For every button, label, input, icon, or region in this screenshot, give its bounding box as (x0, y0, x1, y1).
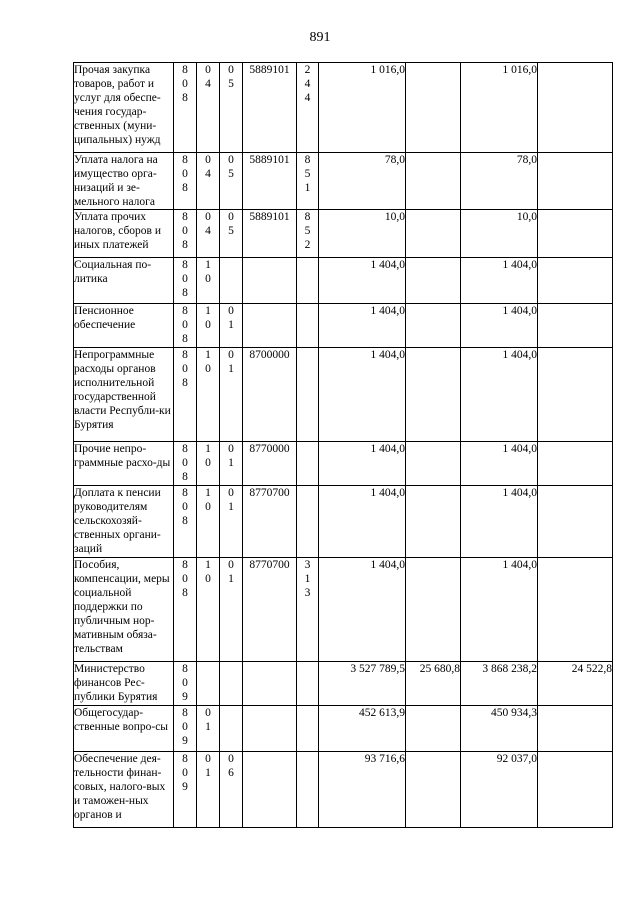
ved-code (174, 752, 197, 828)
pr-code (220, 153, 243, 210)
table-row (74, 63, 613, 153)
vr-code (297, 153, 319, 210)
sum-3: 92 037,0 (461, 752, 538, 828)
row-name: Социальная по-литика (74, 258, 174, 304)
pr-code-text: 05 (228, 211, 234, 237)
rz-code (197, 348, 220, 442)
page-number: 891 (309, 30, 331, 45)
row-name: Пособия, компенсации, меры социальной поддержки по публичным нор-мативным обяза-тельствам (74, 558, 174, 662)
vr-code (297, 662, 319, 706)
rz-code (197, 706, 220, 752)
cs-code (243, 752, 297, 828)
rz-code (197, 662, 220, 706)
pr-code (220, 210, 243, 258)
sum-3: 1 404,0 (461, 304, 538, 348)
sum-3: 1 404,0 (461, 348, 538, 442)
row-name: Министерство финансов Рес-публики Бурятия (74, 662, 174, 706)
sum-2 (406, 442, 461, 486)
sum-2 (406, 558, 461, 662)
vr-code (297, 210, 319, 258)
budget-table (73, 62, 613, 828)
vr-code (297, 348, 319, 442)
table-row (74, 153, 613, 210)
sum-1: 93 716,6 (319, 752, 406, 828)
ved-code-text: 808 (182, 259, 188, 299)
vr-code (297, 706, 319, 752)
table-row (74, 210, 613, 258)
rz-code-text: 10 (205, 349, 211, 375)
row-name: Уплата прочих налогов, сборов и иных платежей (74, 210, 174, 258)
ved-code-text: 808 (182, 64, 188, 104)
rz-code-text: 10 (205, 259, 211, 285)
pr-code-text: 05 (228, 154, 234, 180)
ved-code-text: 808 (182, 211, 188, 251)
pr-code-text: 01 (228, 305, 234, 331)
vr-code-text: 852 (304, 211, 311, 251)
cs-code (243, 706, 297, 752)
pr-code (220, 558, 243, 662)
cs-code (243, 304, 297, 348)
pr-code-text: 01 (228, 487, 234, 513)
ved-code-text: 809 (182, 707, 188, 747)
pr-code (220, 304, 243, 348)
vr-code (297, 442, 319, 486)
cs-code: 5889101 (243, 153, 297, 210)
ved-code-text: 809 (182, 663, 188, 703)
ved-code (174, 706, 197, 752)
rz-code-text: 04 (205, 154, 211, 180)
row-name: Уплата налога на имущество орга-низаций и зе-мельного налога (74, 153, 174, 210)
sum-4 (538, 153, 613, 210)
sum-4 (538, 486, 613, 558)
table-row (74, 486, 613, 558)
cs-code: 5889101 (243, 210, 297, 258)
row-name: Прочая закупка товаров, работ и услуг для обеспе-чения государ-ственных (муни-ципальных) нужд (74, 63, 174, 153)
sum-1: 1 404,0 (319, 558, 406, 662)
table-row (74, 706, 613, 752)
sum-3: 1 016,0 (461, 63, 538, 153)
sum-4 (538, 258, 613, 304)
ved-code-text: 809 (182, 753, 188, 793)
pr-code (220, 442, 243, 486)
table-row (74, 348, 613, 442)
sum-1: 1 404,0 (319, 442, 406, 486)
sum-3: 1 404,0 (461, 442, 538, 486)
vr-code-text: 851 (304, 154, 311, 194)
rz-code-text: 10 (205, 487, 211, 513)
sum-1: 1 404,0 (319, 258, 406, 304)
sum-3: 450 934,3 (461, 706, 538, 752)
rz-code-text: 04 (205, 64, 211, 90)
sum-2: 25 680,8 (406, 662, 461, 706)
rz-code-text: 10 (205, 443, 211, 469)
pr-code (220, 706, 243, 752)
row-name: Общегосудар-ственные вопро-сы (74, 706, 174, 752)
cs-code: 5889101 (243, 63, 297, 153)
sum-4 (538, 348, 613, 442)
sum-1: 1 404,0 (319, 486, 406, 558)
ved-code (174, 348, 197, 442)
pr-code (220, 752, 243, 828)
sum-2 (406, 486, 461, 558)
sum-4 (538, 558, 613, 662)
rz-code (197, 210, 220, 258)
pr-code-text: 06 (228, 753, 234, 779)
sum-3: 3 868 238,2 (461, 662, 538, 706)
ved-code (174, 210, 197, 258)
rz-code (197, 63, 220, 153)
table-row (74, 304, 613, 348)
pr-code-text: 01 (228, 559, 234, 585)
vr-code (297, 486, 319, 558)
row-name: Непрограммные расходы органов исполнительной государственной власти Республи-ки Бурятия (74, 348, 174, 442)
sum-1: 78,0 (319, 153, 406, 210)
pr-code (220, 63, 243, 153)
rz-code (197, 558, 220, 662)
pr-code (220, 258, 243, 304)
vr-code (297, 304, 319, 348)
sum-1: 1 404,0 (319, 304, 406, 348)
sum-2 (406, 304, 461, 348)
cs-code: 8770000 (243, 442, 297, 486)
cs-code: 8700000 (243, 348, 297, 442)
rz-code-text: 01 (205, 707, 211, 733)
rz-code (197, 304, 220, 348)
sum-4 (538, 752, 613, 828)
pr-code-text: 01 (228, 443, 234, 469)
vr-code (297, 558, 319, 662)
ved-code (174, 442, 197, 486)
table-row (74, 752, 613, 828)
sum-3: 1 404,0 (461, 486, 538, 558)
ved-code-text: 808 (182, 443, 188, 483)
ved-code (174, 63, 197, 153)
cs-code (243, 662, 297, 706)
sum-2 (406, 348, 461, 442)
ved-code (174, 304, 197, 348)
sum-4 (538, 63, 613, 153)
sum-4 (538, 210, 613, 258)
sum-2 (406, 153, 461, 210)
vr-code (297, 63, 319, 153)
ved-code (174, 662, 197, 706)
sum-1: 10,0 (319, 210, 406, 258)
sum-3: 1 404,0 (461, 558, 538, 662)
pr-code (220, 348, 243, 442)
row-name: Пенсионное обеспечение (74, 304, 174, 348)
ved-code (174, 558, 197, 662)
ved-code-text: 808 (182, 349, 188, 389)
rz-code-text: 10 (205, 305, 211, 331)
cs-code: 8770700 (243, 486, 297, 558)
vr-code-text: 313 (304, 559, 311, 599)
sum-4: 24 522,8 (538, 662, 613, 706)
sum-4 (538, 304, 613, 348)
pr-code-text: 05 (228, 64, 234, 90)
ved-code (174, 153, 197, 210)
rz-code (197, 752, 220, 828)
ved-code-text: 808 (182, 154, 188, 194)
vr-code (297, 258, 319, 304)
pr-code (220, 662, 243, 706)
sum-3: 10,0 (461, 210, 538, 258)
table-row (74, 662, 613, 706)
table-row (74, 258, 613, 304)
table-body (74, 63, 613, 828)
vr-code (297, 752, 319, 828)
sum-2 (406, 752, 461, 828)
sum-2 (406, 210, 461, 258)
cs-code: 8770700 (243, 558, 297, 662)
pr-code-text: 01 (228, 349, 234, 375)
rz-code (197, 442, 220, 486)
rz-code (197, 486, 220, 558)
vr-code-text: 244 (304, 64, 311, 104)
sum-4 (538, 706, 613, 752)
sum-1: 1 016,0 (319, 63, 406, 153)
row-name: Прочие непро-граммные расхо-ды (74, 442, 174, 486)
rz-code-text: 04 (205, 211, 211, 237)
sum-1: 452 613,9 (319, 706, 406, 752)
rz-code (197, 258, 220, 304)
row-name: Доплата к пенсии руководителям сельскохозяй-ственных органи-заций (74, 486, 174, 558)
row-name: Обеспечение дея-тельности финан-совых, налого-вых и таможен-ных органов и (74, 752, 174, 828)
sum-2 (406, 258, 461, 304)
sum-3: 1 404,0 (461, 258, 538, 304)
ved-code (174, 258, 197, 304)
pr-code (220, 486, 243, 558)
rz-code-text: 01 (205, 753, 211, 779)
ved-code (174, 486, 197, 558)
ved-code-text: 808 (182, 487, 188, 527)
sum-1: 1 404,0 (319, 348, 406, 442)
table-row (74, 442, 613, 486)
sum-2 (406, 706, 461, 752)
sum-3: 78,0 (461, 153, 538, 210)
ved-code-text: 808 (182, 559, 188, 599)
sum-1: 3 527 789,5 (319, 662, 406, 706)
sum-4 (538, 442, 613, 486)
cs-code (243, 258, 297, 304)
table-row (74, 558, 613, 662)
rz-code (197, 153, 220, 210)
sum-2 (406, 63, 461, 153)
rz-code-text: 10 (205, 559, 211, 585)
ved-code-text: 808 (182, 305, 188, 345)
